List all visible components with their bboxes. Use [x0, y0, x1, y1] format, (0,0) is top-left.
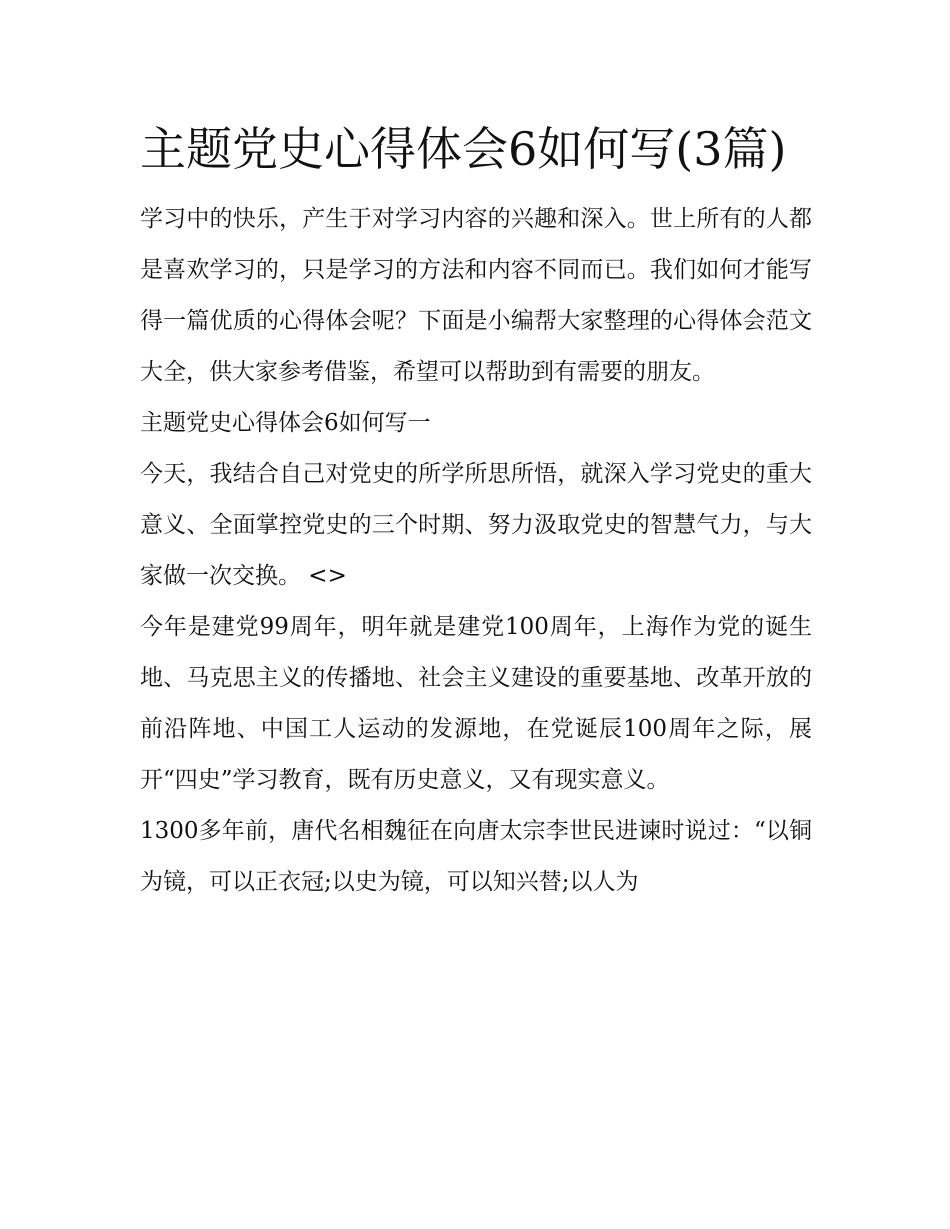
- body-paragraph: 今年是建党99周年，明年就是建党100周年，上海作为党的诞生地、马克思主义的传播地、社会主义建设的重要基地、改革开放的前沿阵地、中国工人运动的发源地，在党诞辰100周年之际，展开“四史”学习教育，既有历史意义，又有现实意义。: [140, 614, 812, 793]
- body-paragraph: 1300多年前，唐代名相魏征在向唐太宗李世民进谏时说过：“以铜为镜，可以正衣冠;以史为镜，可以知兴替;以人为: [140, 818, 812, 895]
- document-page: [140, 112, 812, 908]
- section-heading: 主题党史心得体会6如何写一: [140, 410, 431, 436]
- body-paragraph: 今天，我结合自己对党史的所学所思所悟，就深入学习党史的重大意义、全面掌控党史的三个时期、努力汲取党史的智慧气力，与大家做一次交换。 <>: [140, 461, 812, 589]
- intro-paragraph: 学习中的快乐，产生于对学习内容的兴趣和深入。世上所有的人都是喜欢学习的，只是学习的方法和内容不同而已。我们如何才能写得一篇优质的心得体会呢？下面是小编帮大家整理的心得体会范文大全，供大家参考借鉴，希望可以帮助到有需要的朋友。: [140, 206, 812, 385]
- document-title: 主题党史心得体会6如何写(3篇): [140, 122, 787, 176]
